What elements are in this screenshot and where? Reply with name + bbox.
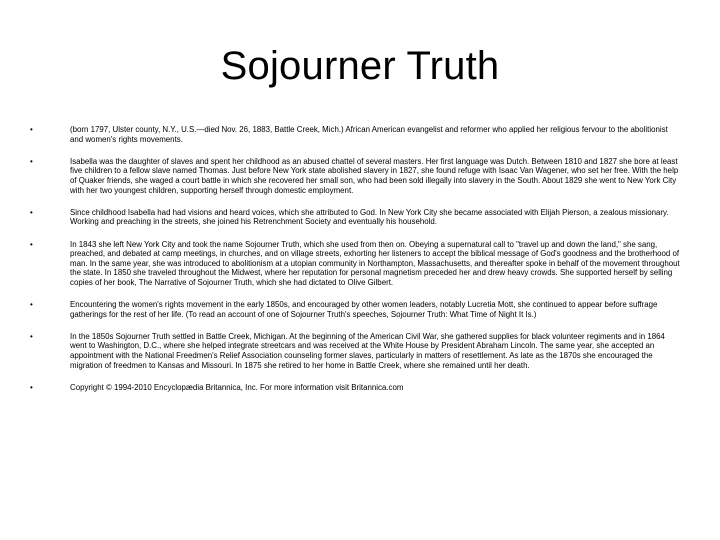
bullet-item-4 [30, 240, 682, 288]
bullet-marker: • [30, 382, 33, 392]
bullet-text: In 1843 she left New York City and took the name Sojourner Truth, which she used from then on. Obeying a supernatural call to "travel up and down the land," she sang, preached, and debated at camp meetings, in churches, and on village streets, exhorting her listeners to accept the biblical message of God's goodness and the brotherhood of man. In the same year, she was introduced to abolitionism at a utopian community in Northampton, Massachusetts, and thereafter spoke in behalf of the movement throughout the state. In 1850 she traveled throughout the Midwest, where her reputation for personal magnetism preceded her and drew heavy crowds. She supported herself by selling copies of her book, The Narrative of Sojourner Truth, which she had dictated to Olive Gilbert. [70, 239, 680, 287]
bullet-text: In the 1850s Sojourner Truth settled in Battle Creek, Michigan. At the beginning of the American Civil War, she gathered supplies for black volunteer regiments and in 1864 went to Washington, D.C., where she helped integrate streetcars and was received at the White House by President Abraham Lincoln. The same year, she accepted an appointment with the National Freedmen's Relief Association counseling former slaves, particularly in matters of resettlement. As late as the 1870s she encouraged the migration of freedmen to Kansas and Missouri. In 1875 she retired to her home in Battle Creek, where she remained until her death. [70, 331, 665, 370]
bullet-list [30, 125, 682, 405]
bullet-item-3 [30, 208, 682, 227]
bullet-item-5 [30, 300, 682, 319]
bullet-text: Encountering the women's rights movement in the early 1850s, and encouraged by other women leaders, notably Lucretia Mott, she continued to appear before suffrage gatherings for the rest of her life. (To read an account of one of Sojourner Truth's speeches, Sojourner Truth: What Time of Night It Is.) [70, 300, 658, 319]
bullet-text: (born 1797, Ulster county, N.Y., U.S.—died Nov. 26, 1883, Battle Creek, Mich.) African American evangelist and reformer who applied her religious fervour to the abolitionist and women's rights movements. [70, 125, 668, 144]
bullet-item-6 [30, 332, 682, 370]
slide-title: Sojourner Truth [220, 44, 500, 88]
bullet-item-2 [30, 157, 682, 195]
bullet-marker: • [30, 156, 33, 166]
bullet-marker: • [30, 239, 33, 249]
bullet-marker: • [30, 331, 33, 341]
bullet-marker: • [30, 300, 33, 310]
bullet-marker: • [30, 207, 33, 217]
bullet-text: Isabella was the daughter of slaves and spent her childhood as an abused chattel of several masters. Her first language was Dutch. Between 1810 and 1827 she bore at least five children to a fellow slave named Thomas. Just before New York state abolished slavery in 1827, she found refuge with Isaac Van Wagener, who set her free. With the help of Quaker friends, she waged a court battle in which she recovered her small son, who had been sold illegally into slavery in the South. About 1829 she went to New York City with her two youngest children, supporting herself through domestic employment. [70, 156, 679, 195]
bullet-item-7 [30, 383, 682, 393]
bullet-marker: • [30, 125, 33, 134]
bullet-item-1 [30, 125, 682, 144]
bullet-text: Since childhood Isabella had had visions and heard voices, which she attributed to God. In New York City she became associated with Elijah Pierson, a zealous missionary. Working and preaching in the streets, she joined his Retrenchment Society and eventually his household. [70, 207, 669, 227]
bullet-text: Copyright © 1994-2010 Encyclopædia Britannica, Inc. For more information visit Britannica.com [70, 382, 404, 392]
